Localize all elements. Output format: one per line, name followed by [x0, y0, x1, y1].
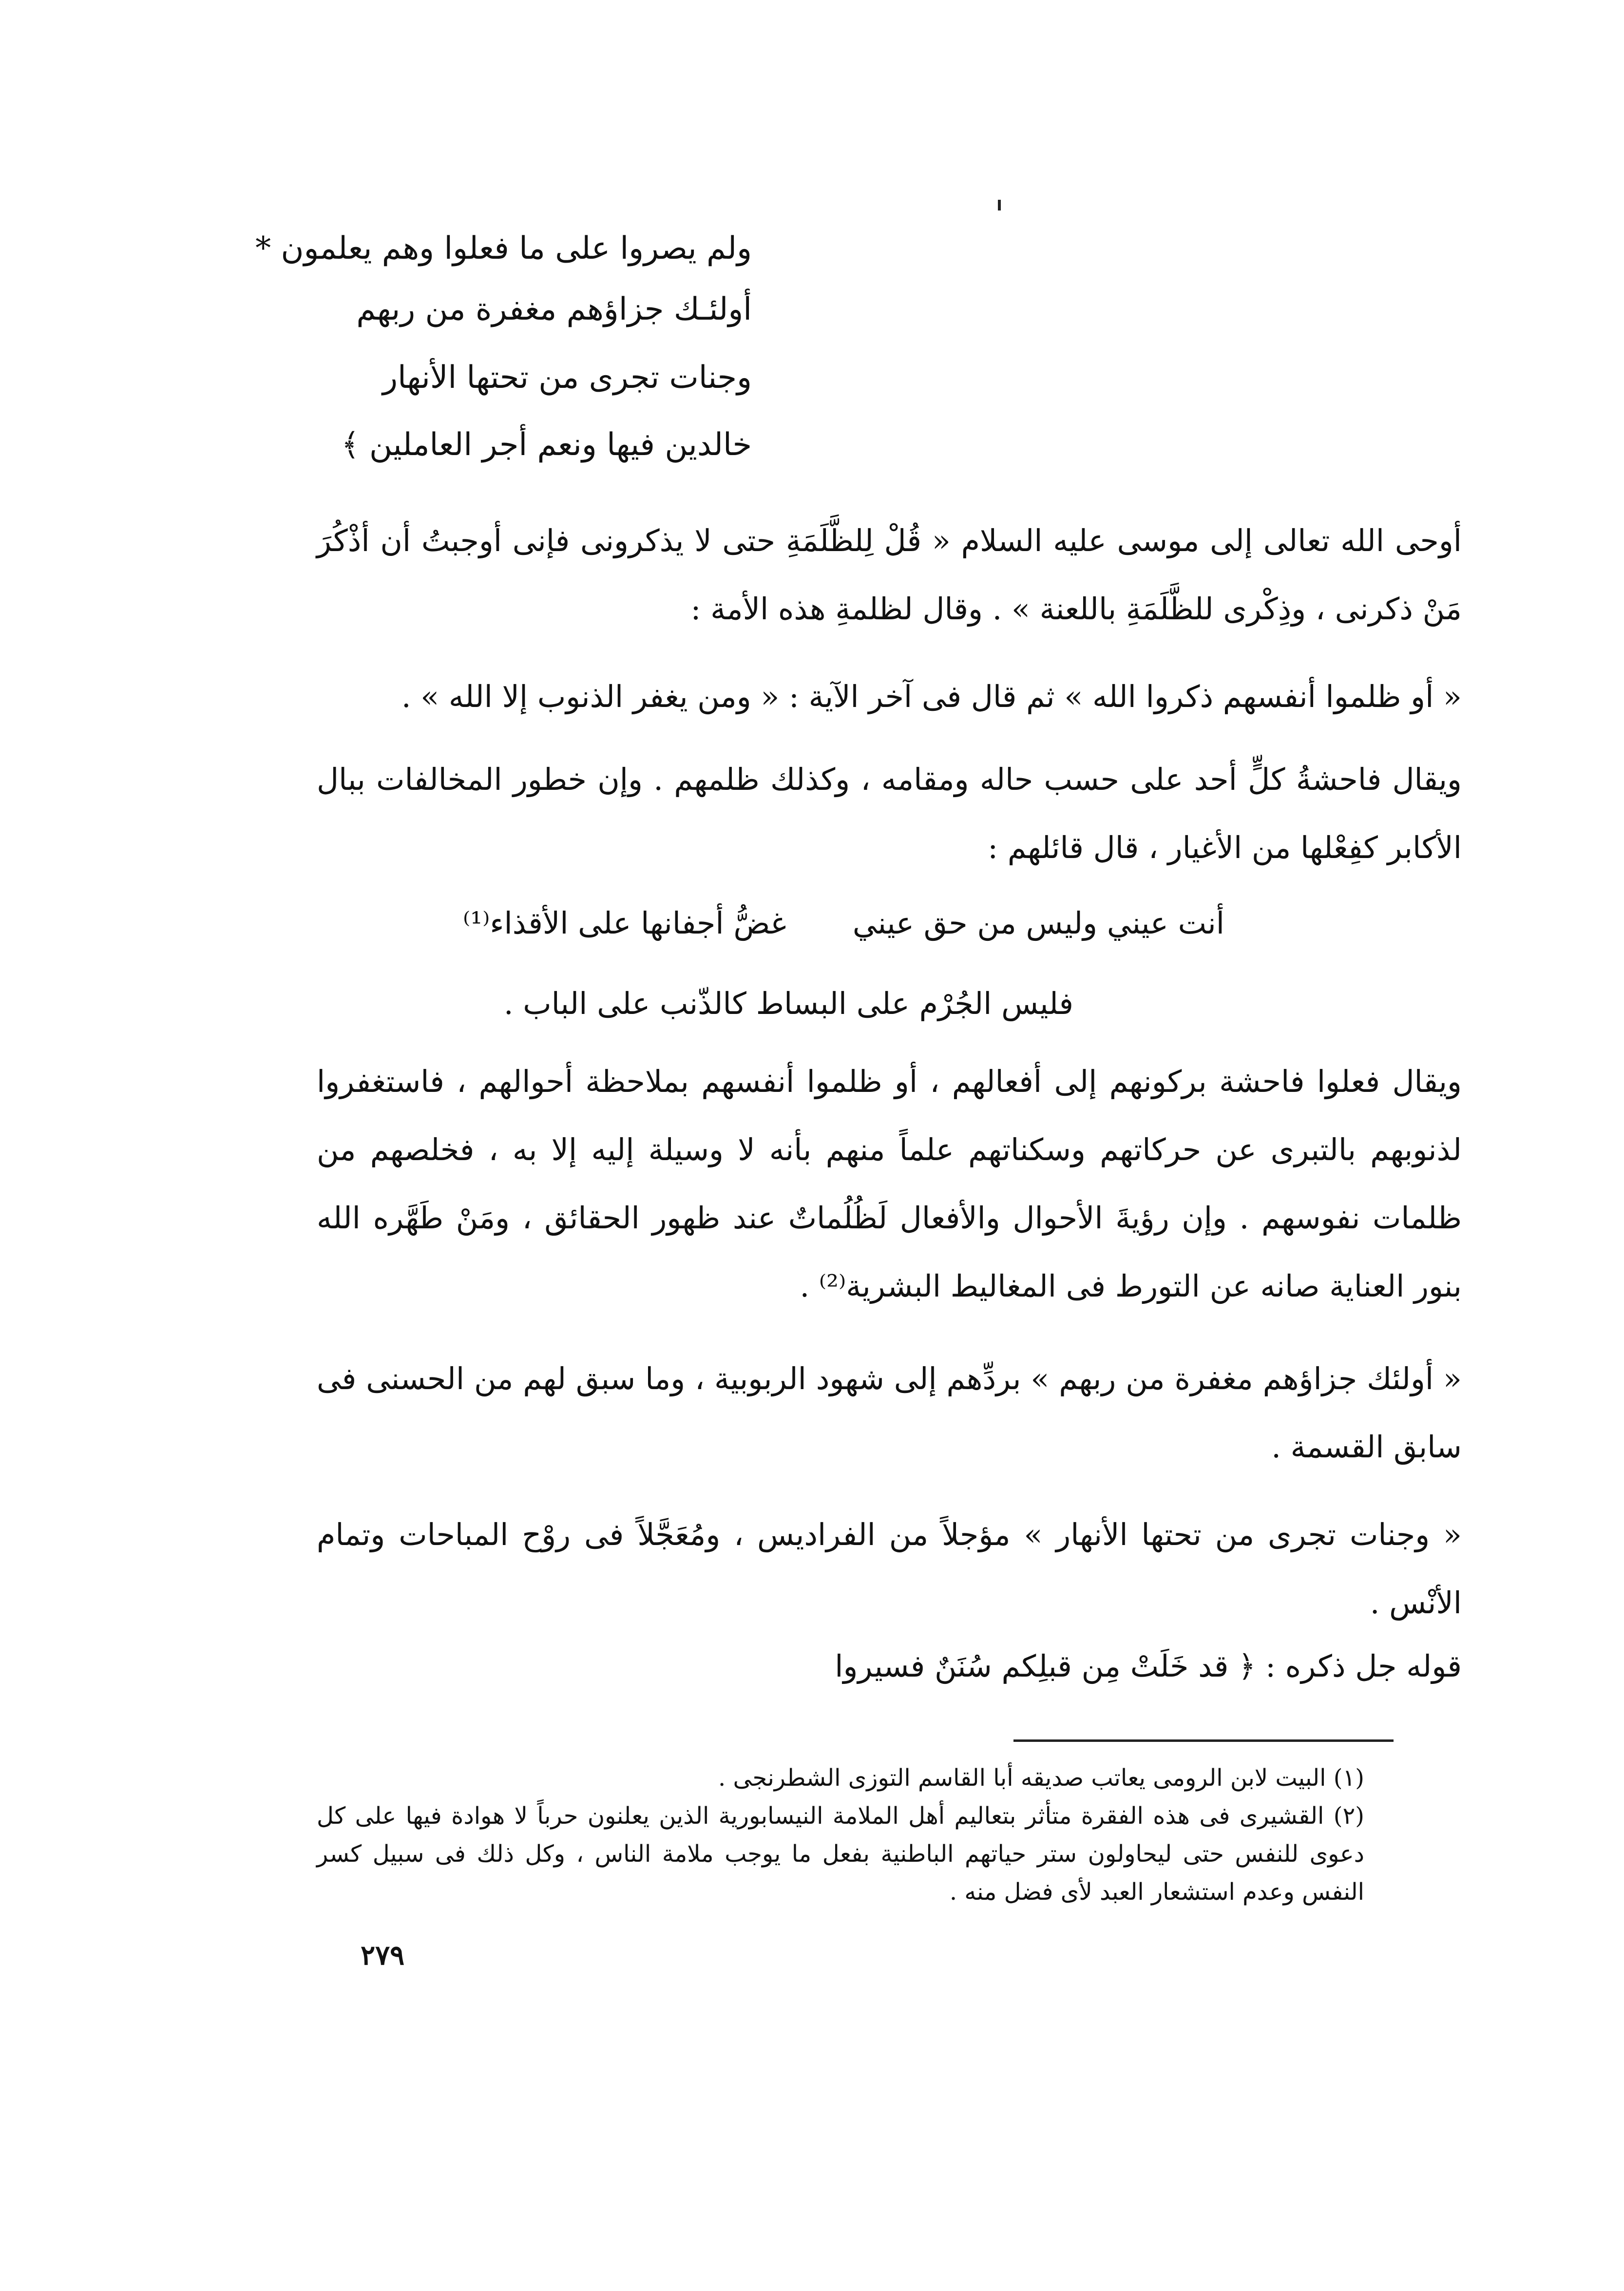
paragraph: « أو ظلموا أنفسهم ذكروا الله » ثم قال فى آخر الآية : « ومن يغفر الذنوب إلا الله » . [401, 679, 1462, 714]
footnotes [317, 1759, 1364, 1911]
footnote: (٢) القشيرى فى هذه الفقرة متأثر بتعاليم أهل الملامة النيسابورية الذين يعلنون حرباً لا هوادة فيها على كل دعوى للنفس حتى ليحاولون ستر حياتهم الباطنية بفعل ما يوجب ملامة الناس ، وكل ذلك فى سبيل كسر النفس وعدم استشعار العبد لأى فضل منه . [317, 1802, 1364, 1906]
quran-verse-line: أولئـك جزاؤهم مغفرة من ربهم [356, 291, 752, 327]
quran-verse-line: ولم يصروا على ما فعلوا وهم يعلمون * [255, 230, 752, 267]
quran-verse-line: وجنات تجرى من تحتها الأنهار [382, 360, 752, 396]
paragraph: ويقال فاحشةُ كلٍّ أحد على حسب حاله ومقامه ، وكذلك ظلمهم . وإن خطور المخالفات ببال الأكابر كفِعْلها من الأغيار ، قال قائلهم : [317, 762, 1462, 865]
page-number: ٢٧٩ [361, 1939, 405, 1971]
paragraph: قوله جل ذكره : ﴿ قد خَلَتْ مِن قبلِكم سُنَنٌ فسيروا [835, 1648, 1462, 1684]
quran-verse-line: خالدين فيها ونعم أجر العاملين ﴾ [341, 427, 752, 463]
speck-mark [998, 200, 1001, 210]
paragraph: أوحى الله تعالى إلى موسى عليه السلام « قُلْ لِلظَّلَمَةِ حتى لا يذكرونى فإنى أوجبتُ أن أذْكُرَ مَنْ ذكرنى ، وذِكْرى للظَّلَمَةِ باللعنة » . وقال لظلمةِ هذه الأمة : [317, 523, 1462, 627]
footnote-separator [1013, 1739, 1394, 1742]
poem-hemistich-right: أنت عيني وليس من حق عيني [852, 905, 1224, 941]
footnote: (١) البيت لابن الرومى يعاتب صديقه أبا القاسم التوزى الشطرنجى . [718, 1764, 1364, 1792]
paragraph: « أولئك جزاؤهم مغفرة من ربهم » بردِّهم إلى شهود الربوبية ، وما سبق لهم من الحسنى فى سابق القسمة . [317, 1361, 1462, 1465]
poem-hemistich-left: غضُّ أجفانها على الأقذاء⁽¹⁾ [463, 905, 786, 941]
paragraph: « وجنات تجرى من تحتها الأنهار » مؤجلاً من الفراديس ، ومُعَجَّلاً فى روْح المباحات وتمام الأنْس . [317, 1517, 1462, 1621]
paragraph: ويقال فعلوا فاحشة بركونهم إلى أفعالهم ، أو ظلموا أنفسهم بملاحظة أحوالهم ، فاستغفروا لذنوبهم بالتبرى عن حركاتهم وسكناتهم علماً منهم بأنه لا وسيلة إليه إلا به ، فخلصهم من ظلمات نفوسهم . وإن رؤيةَ الأحوال والأفعال لَظُلُماتٌ عند ظهور الحقائق ، ومَنْ طَهَّره الله بنور العناية صانه عن التورط فى المغاليط البشرية⁽²⁾ . [317, 1064, 1462, 1304]
poem-follow-line: فليس الجُرْم على البساط كالذّنب على الباب . [503, 986, 1073, 1021]
